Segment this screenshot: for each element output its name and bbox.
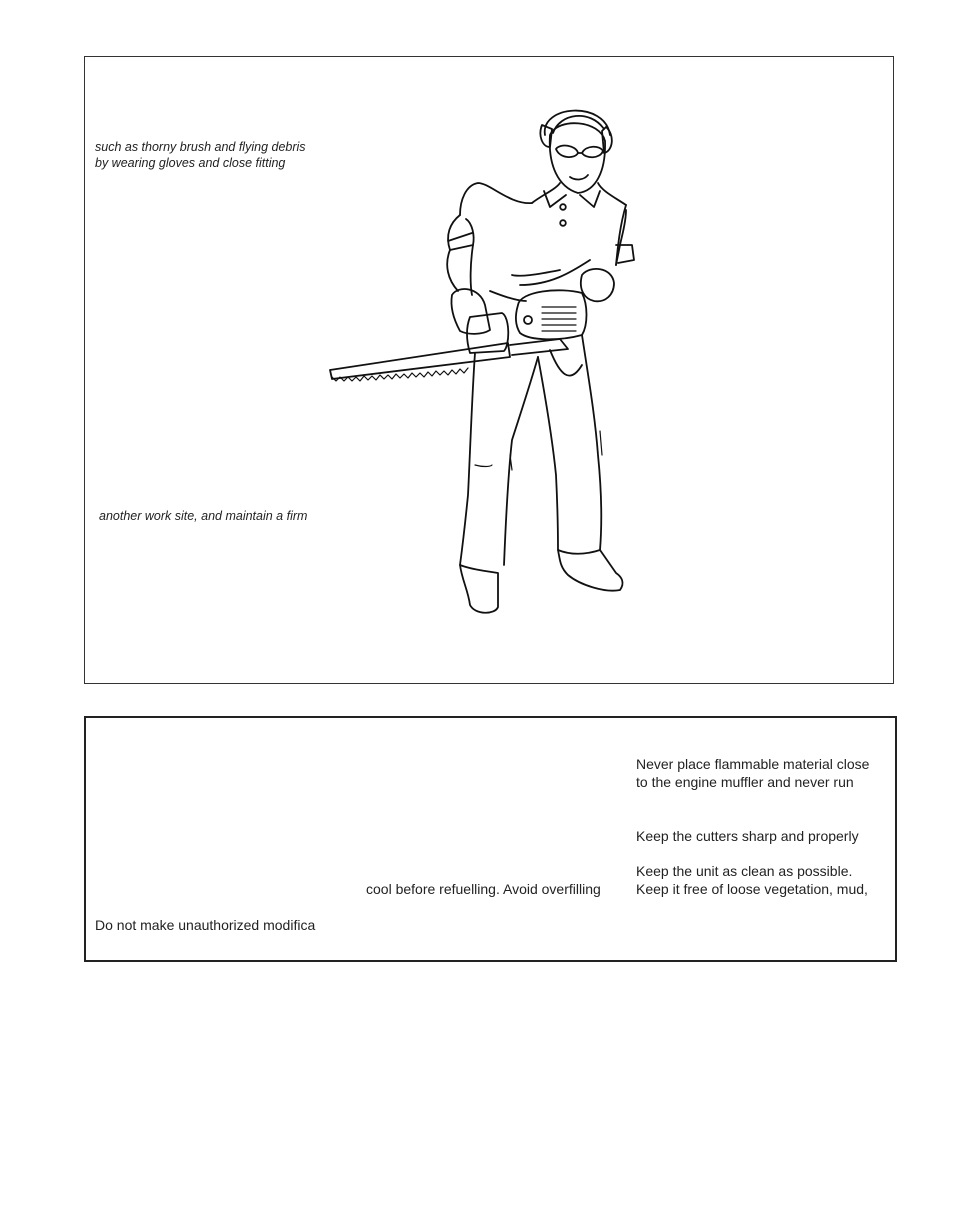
col3-para2-line1: Keep the cutters sharp and properly <box>636 828 859 844</box>
col2-line: cool before refuelling. Avoid overfilling <box>366 881 601 897</box>
caption-top-line2: by wearing gloves and close fitting <box>95 156 286 170</box>
col3-para3-line1: Keep the unit as clean as possible. <box>636 863 853 879</box>
person-operating-hedge-trimmer-illustration <box>320 95 640 620</box>
caption-bottom: another work site, and maintain a firm <box>99 509 308 523</box>
col3-para1-line2: to the engine muffler and never run <box>636 774 854 790</box>
caption-top-line1: such as thorny brush and flying debris <box>95 140 306 154</box>
col3-para1-line1: Never place flammable material close <box>636 756 870 772</box>
col1-line: Do not make unauthorized modifica <box>95 917 316 933</box>
col3-para3-line2: Keep it free of loose vegetation, mud, <box>636 881 868 897</box>
